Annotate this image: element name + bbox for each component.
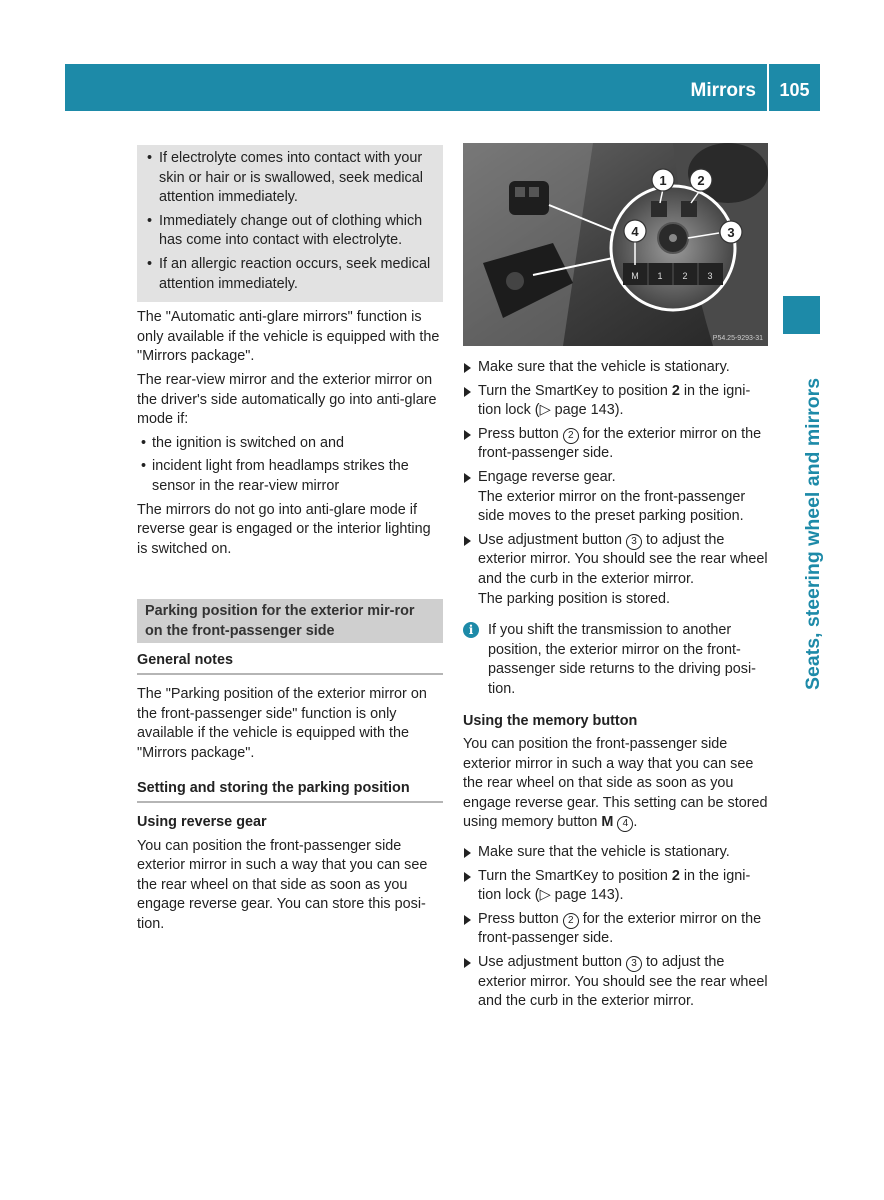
paragraph-anti-glare-exceptions: The mirrors do not go into anti-glare mode if reverse gear is engaged or the interior lighting is switched on. — [137, 501, 431, 557]
step-arrow-icon — [464, 363, 471, 373]
instruction-step: Engage reverse gear. The exterior mirror on the front-passenger side moves to the preset parking position. — [463, 468, 768, 527]
page-number: 105 — [779, 80, 810, 100]
step-arrow-icon — [464, 958, 471, 968]
paragraph-anti-glare-availability: The "Automatic anti-glare mirrors" function is only available if the vehicle is equipped with the "Mirrors package". — [137, 309, 440, 365]
door-seat-switch — [509, 181, 549, 215]
instruction-step: Turn the SmartKey to position 2 in the igni-tion lock (▷ page 143). — [463, 382, 768, 421]
door-control-photo — [463, 143, 768, 346]
paragraph-reverse-gear: You can position the front-passenger side exterior mirror in such a way that you can see the rear wheel on that side as soon as you engage reverse gear. You can store this posi-tion. — [137, 837, 428, 932]
paragraph-memory-button: You can position the front-passenger side exterior mirror in such a way that you can see the rear wheel on that side as soon as you engage reverse gear. This setting can be stored using memory button M 4 . — [463, 736, 768, 831]
subheading-general-notes: General notes — [137, 651, 443, 675]
condition-item: • the ignition is switched on and — [137, 434, 443, 454]
instruction-step: Press button 2 for the exterior mirror on the front-passenger side. — [463, 910, 768, 949]
instruction-step: Make sure that the vehicle is stationary. — [463, 358, 768, 378]
callout-2-label: 2 — [697, 173, 705, 188]
step-arrow-icon — [464, 915, 471, 925]
callout-ref-3: 3 — [626, 534, 642, 550]
paragraph-anti-glare-intro: The rear-view mirror and the exterior mirror on the driver's side automatically go into anti-glare mode if: — [137, 371, 437, 428]
warning-item: • If an allergic reaction occurs, seek medical attention immediately. — [143, 255, 437, 294]
instruction-step: Press button 2 for the exterior mirror on the front-passenger side. — [463, 425, 768, 464]
step-result: The parking position is stored. — [478, 590, 670, 607]
info-note — [463, 621, 768, 699]
step-arrow-icon — [464, 473, 471, 483]
subheading-memory-button: Using the memory button — [463, 712, 638, 729]
figure-code: P54.25-9293-31 — [712, 335, 763, 342]
instruction-step: Use adjustment button 3 to adjust the exterior mirror. You should see the rear wheel and the curb in the exterior mirror. The parking position is stored. — [463, 531, 768, 609]
info-note-text: If you shift the transmission to another position, the exterior mirror on the front-passenger side returns to the driving posi-tion. — [488, 622, 756, 697]
condition-item: • incident light from headlamps strikes the sensor in the rear-view mirror — [137, 457, 443, 496]
instruction-step: Turn the SmartKey to position 2 in the igni-tion lock (▷ page 143). — [463, 867, 768, 906]
left-column — [137, 145, 443, 939]
step-arrow-icon — [464, 848, 471, 858]
chapter-title: Mirrors — [690, 80, 756, 101]
callout-1-label: 1 — [659, 173, 667, 188]
right-column — [463, 358, 768, 1016]
warning-item: • Immediately change out of clothing which has come into contact with electrolyte. — [143, 212, 437, 251]
callout-ref-2: 2 — [563, 913, 579, 929]
preset-button-label: 3 — [707, 271, 713, 281]
step-arrow-icon — [464, 387, 471, 397]
warning-box — [137, 145, 443, 302]
step-arrow-icon — [464, 430, 471, 440]
step-arrow-icon — [464, 536, 471, 546]
chapter-thumb-tab — [783, 296, 820, 334]
subheading-setting-storing: Setting and storing the parking position — [137, 779, 443, 803]
warning-item: • If electrolyte comes into contact with your skin or hair or is swallowed, seek medical attention immediately. — [143, 149, 437, 208]
callout-3-label: 3 — [727, 225, 735, 240]
callout-ref-4: 4 — [617, 816, 633, 832]
info-icon: i — [463, 622, 479, 638]
callout-ref-3: 3 — [626, 956, 642, 972]
page-header — [65, 64, 820, 111]
paragraph-general-notes: The "Parking position of the exterior mirror on the front-passenger side" function is only available if the vehicle is equipped with the "Mirrors package". — [137, 686, 427, 761]
step-result: The exterior mirror on the front-passenger side moves to the preset parking position. — [478, 488, 746, 525]
subheading-reverse-gear: Using reverse gear — [137, 814, 267, 831]
memory-button-label: M — [631, 271, 639, 281]
chapter-side-label: Seats, steering wheel and mirrors — [802, 377, 824, 690]
callout-4-label: 4 — [631, 224, 639, 239]
page-ref-icon: ▷ — [539, 887, 551, 904]
instruction-step: Make sure that the vehicle is stationary. — [463, 843, 768, 863]
page-ref-icon: ▷ — [539, 402, 551, 419]
instruction-step: Use adjustment button 3 to adjust the exterior mirror. You should see the rear wheel and the curb in the exterior mirror. — [463, 953, 768, 1012]
callout-ref-2: 2 — [563, 428, 579, 444]
preset-button-label: 1 — [657, 271, 663, 281]
preset-button-label: 2 — [682, 271, 688, 281]
step-arrow-icon — [464, 872, 471, 882]
section-heading: Parking position for the exterior mir-ror on the front-passenger side — [137, 599, 443, 643]
